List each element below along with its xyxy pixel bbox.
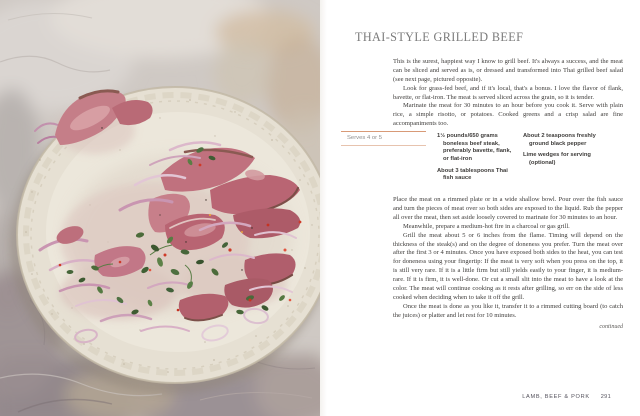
ingredient-column-1 xyxy=(437,133,516,187)
ingredient-columns xyxy=(393,133,623,187)
recipe-title: THAI-STYLE GRILLED BEEF xyxy=(355,30,524,44)
ingredient-column-2 xyxy=(523,133,615,187)
method-paragraph-4: Once the meat is done as you like it, transfer it to a rimmed cutting board (to catch the juices) or platter and let rest for 10 minutes. xyxy=(393,302,623,319)
ingredient-item: About 2 teaspoons freshly ground black pepper xyxy=(523,133,596,147)
intro-paragraph-2: Look for grass-fed beef, and if it's local, that's a bonus. I love the flavor of flank, bavette, or flat-iron. The meat is served sliced across the grain, so it is tender. xyxy=(393,84,623,101)
continued-label: continued xyxy=(599,323,623,330)
method-paragraph-3: Grill the meat about 5 or 6 inches from the flame. Timing will depend on the thickness of the steak(s) and on the degree of doneness you prefer. Turn the meat over after the first 3 or 4 minutes. Once you have exposed both sides to the heat, you can test for doneness using your fingertip: If the meat is very soft when you press on the top, it is still very rare. If it is a little firm but still yields easily to your finger, it is medium-rare. If it is firm, it is well-done. Or cut a small slit into the meat to have a look at the color. The meat will continue cooking as it rests after grilling, so err on the side of less cooked when deciding when to take it off the grill. xyxy=(393,231,623,301)
ingredient-item: About 3 tablespoons Thai fish sauce xyxy=(437,167,508,182)
method-paragraph-1: Place the meat on a rimmed plate or in a wide shallow bowl. Pour over the fish sauce and turn the pieces of meat over so both sides are exposed to the liquid. Rub the pepper all over the meat, then set aside loosely covered to marinate for 30 minutes to an hour. xyxy=(393,196,623,221)
ingredient-item: 1½ pounds/650 grams boneless beef steak, preferably bavette, flank, or flat-iron xyxy=(437,133,512,163)
serves-rule-bottom xyxy=(341,145,426,146)
method-paragraph-2: Meanwhile, prepare a medium-hot fire in a charcoal or gas grill. xyxy=(403,222,570,230)
recipe-body-column xyxy=(347,58,623,330)
serves-label: Serves 4 or 5 xyxy=(347,135,383,142)
footer-section-label: LAMB, BEEF & PORK xyxy=(522,394,590,400)
intro-paragraph-1: This is the surest, happiest way I know to grill beef. It's always a success, and the meat can be sliced and served as is, or dressed and transformed into Thai grilled beef salad (see next page, pictured opposite). xyxy=(393,58,623,83)
recipe-page xyxy=(320,0,640,416)
serves-note xyxy=(341,131,426,146)
ingredient-item: Lime wedges for serving (optional) xyxy=(523,152,591,167)
intro-paragraph-3: Marinate the meat for 30 minutes to an hour before you cook it. Serve with plain rice, a simple risotto, or potatoes. Cooked greens and a crisp salad are fine accompaniments too. xyxy=(393,102,623,128)
footer-page-number: 291 xyxy=(600,394,611,400)
page-footer xyxy=(522,394,611,400)
ingredients-section xyxy=(347,133,623,196)
